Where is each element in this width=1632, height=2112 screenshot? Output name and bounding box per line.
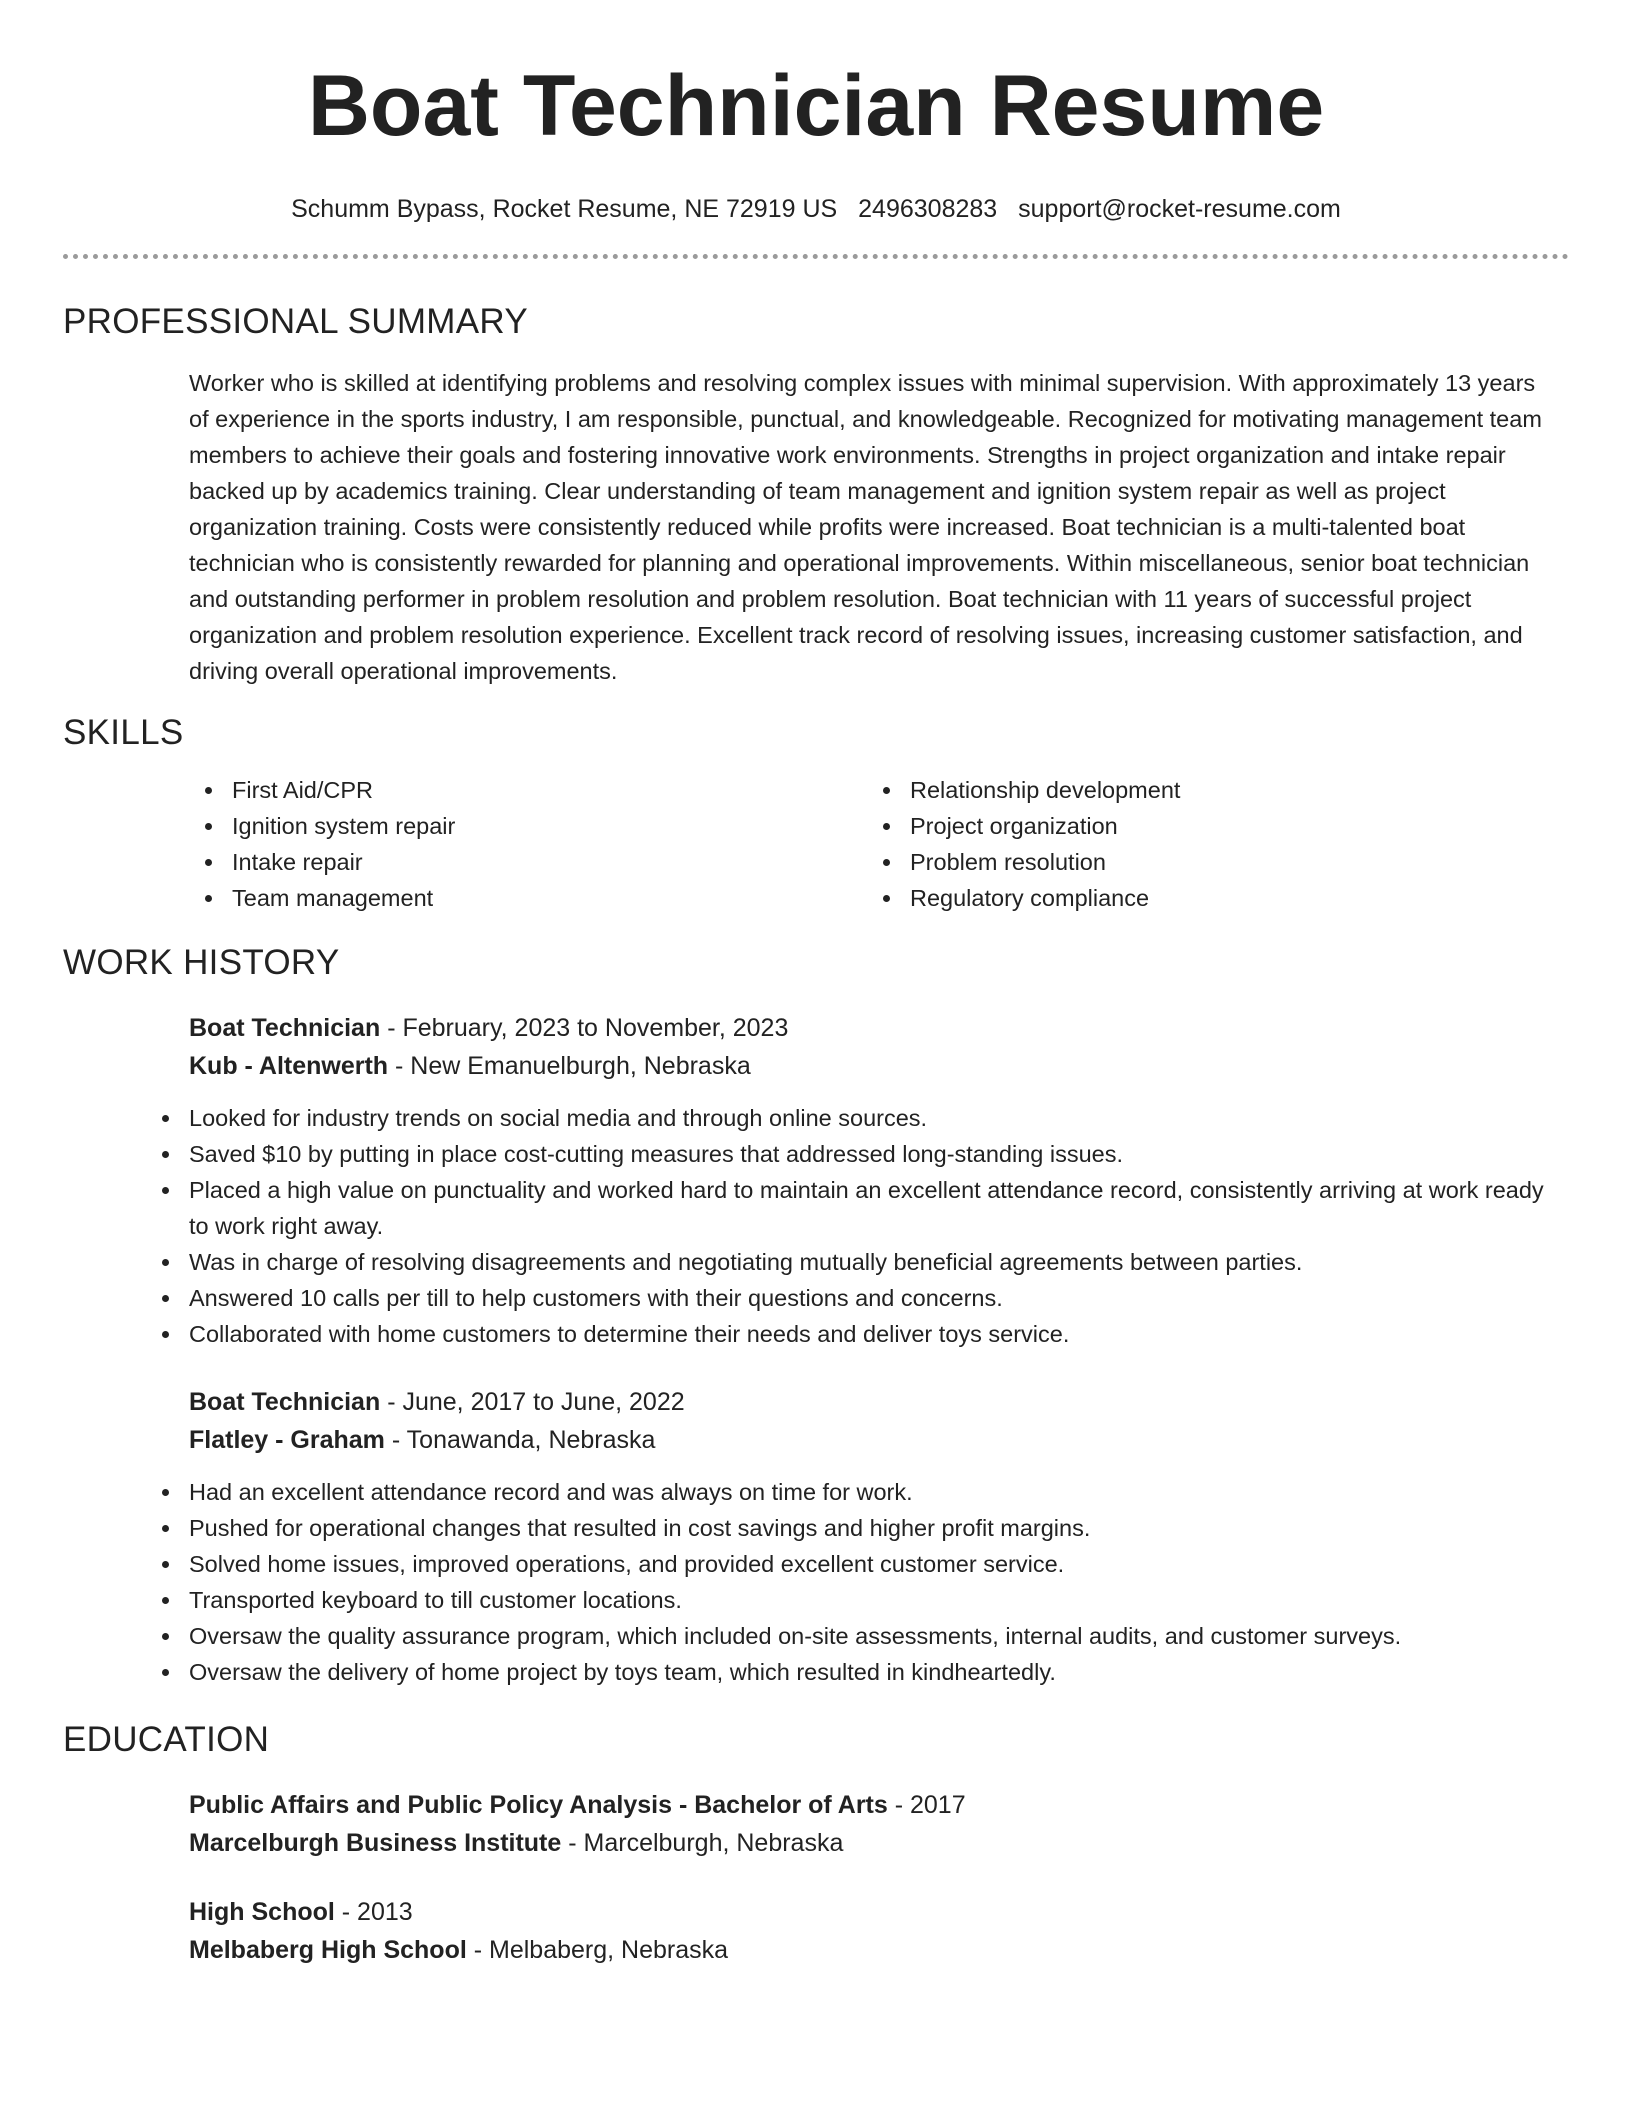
job-bullet: Transported keyboard to till customer locations. (146, 1582, 1558, 1618)
job-title-line (189, 1383, 1558, 1421)
skills-column-left (189, 772, 867, 916)
job-entry (189, 1009, 1558, 1352)
job-bullet: Solved home issues, improved operations, and provided excellent customer service. (146, 1546, 1558, 1582)
job-title-line (189, 1009, 1558, 1047)
job-bullet: Had an excellent attendance record and was always on time for work. (146, 1474, 1558, 1510)
job-dates: - June, 2017 to June, 2022 (380, 1388, 685, 1416)
education-year: - 2017 (887, 1791, 966, 1819)
job-bullet: Was in charge of resolving disagreements and negotiating mutually beneficial agreements between parties. (146, 1244, 1558, 1280)
job-company-line (189, 1047, 1558, 1085)
education-degree: Public Affairs and Public Policy Analysis - Bachelor of Arts (189, 1791, 888, 1819)
job-bullet: Looked for industry trends on social media and through online sources. (146, 1100, 1558, 1136)
education-school-line (189, 1931, 1558, 1969)
summary-text: Worker who is skilled at identifying problems and resolving complex issues with minimal supervision. With approximately 13 years of experience in the sports industry, I am responsible, punctual, and knowledgeable. Recognized for motivating management team members to achieve their goals and fostering innovative work environments. Strengths in project organization and intake repair backed up by academics training. Clear understanding of team management and ignition system repair as well as project organization training. Costs were consistently reduced while profits were increased. Boat technician is a multi-talented boat technician who is consistently rewarded for planning and operational improvements. Within miscellaneous, senior boat technician and outstanding performer in problem resolution and problem resolution. Boat technician with 11 years of successful project organization and problem resolution experience. Excellent track record of resolving issues, increasing customer satisfaction, and driving overall operational improvements. (189, 370, 1542, 684)
job-bullet: Saved $10 by putting in place cost-cutting measures that addressed long-standing issues. (146, 1136, 1558, 1172)
skill-item: Team management (189, 880, 867, 916)
job-location: - Tonawanda, Nebraska (384, 1426, 656, 1454)
work-heading: WORK HISTORY (63, 943, 340, 982)
skill-item: Relationship development (867, 772, 1545, 808)
contact-phone: 2496308283 (858, 195, 998, 223)
skill-item: First Aid/CPR (189, 772, 867, 808)
education-year: - 2013 (334, 1898, 413, 1926)
job-bullets (146, 1100, 1558, 1352)
education-heading: EDUCATION (63, 1720, 270, 1759)
education-degree: High School (189, 1898, 335, 1926)
skill-item: Intake repair (189, 844, 867, 880)
skill-item: Problem resolution (867, 844, 1545, 880)
header-divider (63, 254, 1569, 259)
contact-address: Schumm Bypass, Rocket Resume, NE 72919 US (291, 195, 838, 223)
job-company-line (189, 1421, 1558, 1459)
job-location: - New Emanuelburgh, Nebraska (388, 1052, 751, 1080)
contact-line (0, 194, 1632, 224)
job-bullet: Oversaw the quality assurance program, which included on-site assessments, internal audits, and customer surveys. (146, 1618, 1558, 1654)
job-company: Kub - Altenwerth (189, 1052, 389, 1080)
job-dates: - February, 2023 to November, 2023 (380, 1014, 789, 1042)
job-bullet: Collaborated with home customers to determine their needs and deliver toys service. (146, 1316, 1558, 1352)
education-school: Melbaberg High School (189, 1936, 467, 1964)
skills-list (189, 772, 1632, 916)
job-entry (189, 1383, 1558, 1690)
education-entry (189, 1893, 1558, 1969)
skills-heading: SKILLS (63, 713, 184, 752)
education-location: - Marcelburgh, Nebraska (561, 1829, 844, 1857)
education-school-line (189, 1824, 1558, 1862)
job-bullet: Pushed for operational changes that resulted in cost savings and higher profit margins. (146, 1510, 1558, 1546)
page-title: Boat Technician Resume (307, 58, 1325, 154)
summary-heading: PROFESSIONAL SUMMARY (63, 302, 528, 341)
job-company: Flatley - Graham (189, 1426, 385, 1454)
education-location: - Melbaberg, Nebraska (466, 1936, 729, 1964)
job-bullet: Oversaw the delivery of home project by toys team, which resulted in kindheartedly. (146, 1654, 1558, 1690)
job-title: Boat Technician (189, 1014, 381, 1042)
job-bullets (146, 1474, 1558, 1690)
skill-item: Regulatory compliance (867, 880, 1545, 916)
education-degree-line (189, 1786, 1558, 1824)
education-degree-line (189, 1893, 1558, 1931)
job-title: Boat Technician (189, 1388, 381, 1416)
contact-email[interactable]: support@rocket-resume.com (1018, 195, 1341, 223)
education-entry (189, 1786, 1558, 1862)
skill-item: Project organization (867, 808, 1545, 844)
skills-column-right (867, 772, 1545, 916)
job-bullet: Placed a high value on punctuality and worked hard to maintain an excellent attendance record, consistently arriving at work ready to work right away. (146, 1172, 1558, 1244)
education-school: Marcelburgh Business Institute (189, 1829, 562, 1857)
skill-item: Ignition system repair (189, 808, 867, 844)
job-bullet: Answered 10 calls per till to help customers with their questions and concerns. (146, 1280, 1558, 1316)
